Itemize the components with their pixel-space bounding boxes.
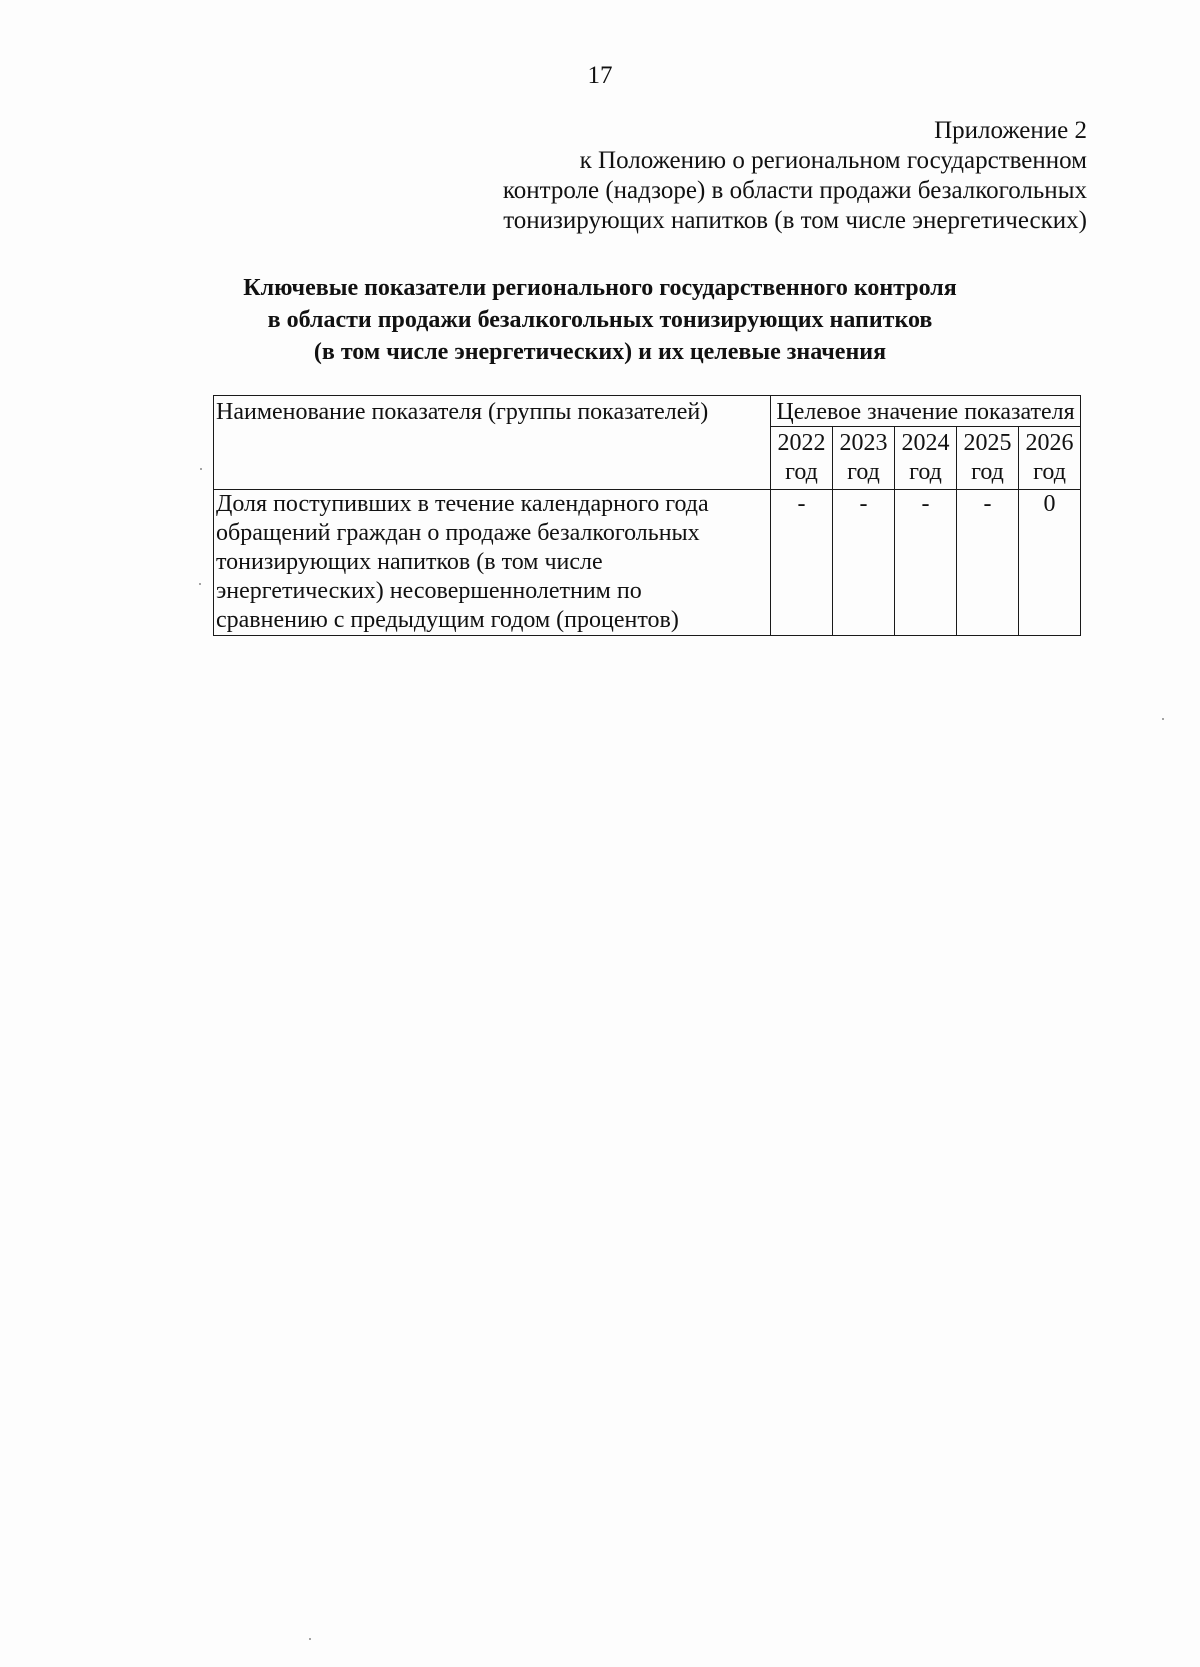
appendix-line: контроле (надзоре) в области продажи безалкогольных <box>502 177 1087 204</box>
year-unit: год <box>1033 459 1066 485</box>
indicators-table <box>213 395 1081 636</box>
scan-speck <box>1162 718 1164 720</box>
table-row <box>214 490 1081 636</box>
value-2024-cell: - <box>895 490 957 636</box>
indicator-name-line: обращений граждан о продаже безалкогольных <box>216 520 700 546</box>
year-unit: год <box>847 459 880 485</box>
title-line: в области продажи безалкогольных тонизирующих напитков <box>267 307 933 333</box>
value-2023-cell: - <box>833 490 895 636</box>
year-label: 2023 <box>839 430 888 456</box>
year-column-header <box>957 427 1019 490</box>
year-unit: год <box>785 459 818 485</box>
year-unit: год <box>971 459 1004 485</box>
document-title <box>150 272 1050 368</box>
indicator-name-cell <box>214 490 771 636</box>
scan-speck <box>200 468 202 470</box>
scan-speck <box>309 1638 311 1640</box>
indicator-name-line: Доля поступивших в течение календарного года <box>216 491 709 517</box>
year-label: 2025 <box>963 430 1012 456</box>
scan-speck <box>199 583 201 585</box>
year-column-header <box>1019 427 1081 490</box>
year-column-header <box>833 427 895 490</box>
year-label: 2022 <box>777 430 826 456</box>
appendix-line: Приложение 2 <box>934 117 1087 144</box>
appendix-line: к Положению о региональном государственном <box>579 147 1087 174</box>
year-label: 2026 <box>1025 430 1074 456</box>
value-2022-cell: - <box>771 490 833 636</box>
indicator-name-line: тонизирующих напитков (в том числе <box>216 549 603 575</box>
appendix-line: тонизирующих напитков (в том числе энергетических) <box>503 207 1087 234</box>
header-target-value: Целевое значение показателя <box>771 396 1081 427</box>
year-label: 2024 <box>901 430 950 456</box>
indicator-name-line: энергетических) несовершеннолетним по <box>216 578 642 604</box>
table-header-row <box>214 396 1081 427</box>
value-2025-cell: - <box>957 490 1019 636</box>
title-line: (в том числе энергетических) и их целевые значения <box>313 339 887 365</box>
year-unit: год <box>909 459 942 485</box>
indicator-name-line: сравнению с предыдущим годом (процентов) <box>216 607 679 633</box>
year-column-header <box>895 427 957 490</box>
value-2026-cell: 0 <box>1019 490 1081 636</box>
year-column-header <box>771 427 833 490</box>
header-indicator-name: Наименование показателя (группы показателей) <box>214 396 771 490</box>
page-number: 17 <box>587 62 613 89</box>
title-line: Ключевые показатели регионального государственного контроля <box>243 275 957 301</box>
appendix-reference <box>367 116 1087 236</box>
